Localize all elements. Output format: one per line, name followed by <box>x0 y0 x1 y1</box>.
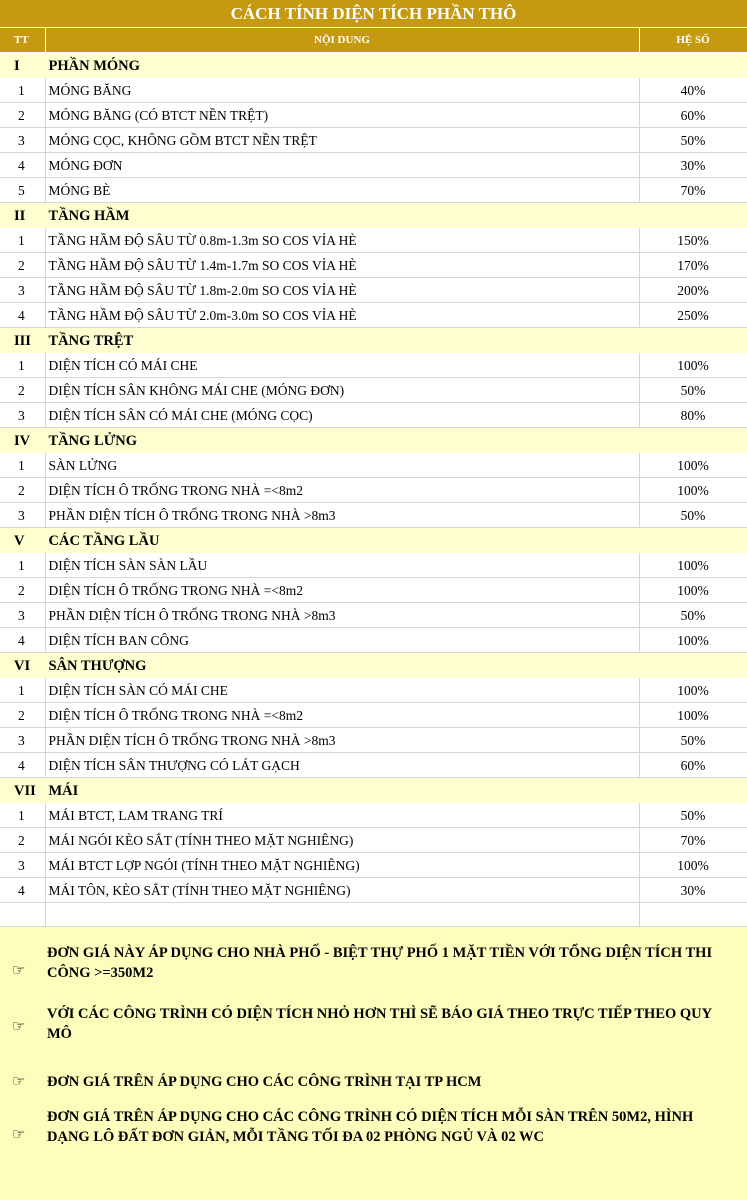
section-row <box>0 527 747 552</box>
row-content: DIỆN TÍCH SÂN KHÔNG MÁI CHE (MÓNG ĐƠN) <box>45 377 639 402</box>
row-coefficient: 50% <box>639 602 747 627</box>
row-number: 4 <box>0 627 45 652</box>
table-row <box>0 577 747 602</box>
row-content: MÁI NGÓI KÈO SẮT (TÍNH THEO MẶT NGHIÊNG) <box>45 827 639 852</box>
empty-cell <box>639 902 747 926</box>
table-row <box>0 352 747 377</box>
section-number: VII <box>0 777 45 802</box>
section-number: IV <box>0 427 45 452</box>
row-coefficient: 30% <box>639 877 747 902</box>
row-coefficient: 100% <box>639 702 747 727</box>
page-title: CÁCH TÍNH DIỆN TÍCH PHẦN THÔ <box>0 0 747 28</box>
empty-cell <box>45 902 639 926</box>
row-coefficient: 50% <box>639 802 747 827</box>
row-number: 2 <box>0 827 45 852</box>
row-content: DIỆN TÍCH SÀN SÀN LẦU <box>45 552 639 577</box>
table-row <box>0 227 747 252</box>
notes-panel <box>0 927 747 1200</box>
section-title: TẦNG TRỆT <box>45 327 639 352</box>
row-content: DIỆN TÍCH SÂN THƯỢNG CÓ LÁT GẠCH <box>45 752 639 777</box>
section-row <box>0 427 747 452</box>
note-text: ĐƠN GIÁ NÀY ÁP DỤNG CHO NHÀ PHỐ - BIỆT THỰ PHỐ 1 MẶT TIỀN VỚI TỔNG DIỆN TÍCH THI CÔNG >=350M2 <box>47 945 713 981</box>
empty-cell <box>0 902 45 926</box>
table-row <box>0 277 747 302</box>
pointing-hand-icon: ☞ <box>12 963 26 979</box>
table-row <box>0 802 747 827</box>
section-row <box>0 777 747 802</box>
section-title: CÁC TẦNG LẦU <box>45 527 639 552</box>
row-coefficient: 150% <box>639 227 747 252</box>
empty-row <box>0 902 747 926</box>
row-content: DIỆN TÍCH SÀN CÓ MÁI CHE <box>45 677 639 702</box>
table-row <box>0 677 747 702</box>
section-number: III <box>0 327 45 352</box>
row-coefficient: 30% <box>639 152 747 177</box>
table-row <box>0 702 747 727</box>
row-content: TẦNG HẦM ĐỘ SÂU TỪ 2.0m-3.0m SO COS VỈA HÈ <box>45 302 639 327</box>
header-content: NỘI DUNG <box>45 28 639 52</box>
table-row <box>0 502 747 527</box>
row-coefficient: 60% <box>639 102 747 127</box>
row-number: 1 <box>0 77 45 102</box>
row-coefficient: 250% <box>639 302 747 327</box>
row-coefficient: 80% <box>639 402 747 427</box>
row-coefficient: 100% <box>639 352 747 377</box>
section-number: I <box>0 52 45 77</box>
row-coefficient: 70% <box>639 827 747 852</box>
section-number: VI <box>0 652 45 677</box>
row-number: 3 <box>0 127 45 152</box>
table-row <box>0 302 747 327</box>
row-number: 1 <box>0 552 45 577</box>
row-number: 2 <box>0 252 45 277</box>
table-header-row <box>0 28 747 52</box>
row-coefficient: 100% <box>639 552 747 577</box>
row-content: DIỆN TÍCH Ô TRỐNG TRONG NHÀ =<8m2 <box>45 702 639 727</box>
row-number: 2 <box>0 577 45 602</box>
row-number: 3 <box>0 502 45 527</box>
row-coefficient: 100% <box>639 677 747 702</box>
table-row <box>0 627 747 652</box>
section-coef-empty <box>639 327 747 352</box>
row-content: MÓNG BĂNG <box>45 77 639 102</box>
table-row <box>0 102 747 127</box>
header-coefficient: HỆ SỐ <box>639 28 747 52</box>
row-content: PHẦN DIỆN TÍCH Ô TRỐNG TRONG NHÀ >8m3 <box>45 502 639 527</box>
row-content: DIỆN TÍCH Ô TRỐNG TRONG NHÀ =<8m2 <box>45 577 639 602</box>
row-number: 2 <box>0 102 45 127</box>
row-number: 2 <box>0 377 45 402</box>
row-number: 1 <box>0 227 45 252</box>
row-content: DIỆN TÍCH CÓ MÁI CHE <box>45 352 639 377</box>
row-content: DIỆN TÍCH BAN CÔNG <box>45 627 639 652</box>
row-number: 3 <box>0 277 45 302</box>
note-text: VỚI CÁC CÔNG TRÌNH CÓ DIỆN TÍCH NHỎ HƠN THÌ SẼ BÁO GIÁ THEO TRỰC TIẾP THEO QUY MÔ <box>47 1006 712 1042</box>
table-body <box>0 52 747 926</box>
row-coefficient: 50% <box>639 502 747 527</box>
table-row <box>0 452 747 477</box>
row-number: 3 <box>0 602 45 627</box>
row-number: 3 <box>0 727 45 752</box>
row-coefficient: 100% <box>639 577 747 602</box>
section-row <box>0 652 747 677</box>
row-content: TẦNG HẦM ĐỘ SÂU TỪ 1.4m-1.7m SO COS VỈA HÈ <box>45 252 639 277</box>
row-coefficient: 100% <box>639 852 747 877</box>
section-coef-empty <box>639 202 747 227</box>
pointing-hand-icon: ☞ <box>12 1074 26 1090</box>
table-row <box>0 752 747 777</box>
row-coefficient: 100% <box>639 452 747 477</box>
row-number: 3 <box>0 852 45 877</box>
row-number: 4 <box>0 877 45 902</box>
table-row <box>0 877 747 902</box>
row-number: 1 <box>0 677 45 702</box>
row-number: 1 <box>0 452 45 477</box>
table-row <box>0 827 747 852</box>
section-title: SÂN THƯỢNG <box>45 652 639 677</box>
row-coefficient: 100% <box>639 477 747 502</box>
row-content: MÓNG ĐƠN <box>45 152 639 177</box>
row-number: 4 <box>0 152 45 177</box>
section-title: PHẦN MÓNG <box>45 52 639 77</box>
table-row <box>0 127 747 152</box>
table-row <box>0 252 747 277</box>
row-content: MÓNG CỌC, KHÔNG GỒM BTCT NỀN TRỆT <box>45 127 639 152</box>
section-number: II <box>0 202 45 227</box>
row-number: 3 <box>0 402 45 427</box>
section-row <box>0 327 747 352</box>
row-coefficient: 100% <box>639 627 747 652</box>
row-coefficient: 70% <box>639 177 747 202</box>
row-content: PHẦN DIỆN TÍCH Ô TRỐNG TRONG NHÀ >8m3 <box>45 727 639 752</box>
row-number: 4 <box>0 752 45 777</box>
section-row <box>0 52 747 77</box>
table-row <box>0 177 747 202</box>
table-row <box>0 602 747 627</box>
header-tt: TT <box>0 28 45 52</box>
section-row <box>0 202 747 227</box>
table-row <box>0 477 747 502</box>
note-text: ĐƠN GIÁ TRÊN ÁP DỤNG CHO CÁC CÔNG TRÌNH CÓ DIỆN TÍCH MỖI SÀN TRÊN 50M2, HÌNH DẠNG LÔ ĐẤT ĐƠN GIẢN, MỖI TẦNG TỐI ĐA 02 PHÒNG NGỦ VÀ 02 WC <box>47 1109 694 1145</box>
row-coefficient: 50% <box>639 127 747 152</box>
section-coef-empty <box>639 777 747 802</box>
row-number: 5 <box>0 177 45 202</box>
row-coefficient: 60% <box>639 752 747 777</box>
row-coefficient: 40% <box>639 77 747 102</box>
row-number: 1 <box>0 352 45 377</box>
section-coef-empty <box>639 52 747 77</box>
section-coef-empty <box>639 652 747 677</box>
section-title: TẦNG HẦM <box>45 202 639 227</box>
row-coefficient: 50% <box>639 377 747 402</box>
row-number: 4 <box>0 302 45 327</box>
row-number: 1 <box>0 802 45 827</box>
row-content: DIỆN TÍCH Ô TRỐNG TRONG NHÀ =<8m2 <box>45 477 639 502</box>
row-coefficient: 170% <box>639 252 747 277</box>
row-coefficient: 50% <box>639 727 747 752</box>
pointing-hand-icon: ☞ <box>12 1019 26 1035</box>
area-coefficient-table <box>0 28 747 927</box>
row-number: 2 <box>0 702 45 727</box>
row-number: 2 <box>0 477 45 502</box>
section-title: TẦNG LỬNG <box>45 427 639 452</box>
row-content: PHẦN DIỆN TÍCH Ô TRỐNG TRONG NHÀ >8m3 <box>45 602 639 627</box>
section-number: V <box>0 527 45 552</box>
table-row <box>0 377 747 402</box>
table-row <box>0 152 747 177</box>
section-coef-empty <box>639 427 747 452</box>
row-content: MÓNG BĂNG (CÓ BTCT NỀN TRỆT) <box>45 102 639 127</box>
section-title: MÁI <box>45 777 639 802</box>
row-content: DIỆN TÍCH SÂN CÓ MÁI CHE (MÓNG CỌC) <box>45 402 639 427</box>
row-content: MÁI BTCT LỢP NGÓI (TÍNH THEO MẶT NGHIÊNG) <box>45 852 639 877</box>
row-content: MÁI BTCT, LAM TRANG TRÍ <box>45 802 639 827</box>
pointing-hand-icon: ☞ <box>12 1127 26 1143</box>
row-content: SÀN LỬNG <box>45 452 639 477</box>
table-row <box>0 727 747 752</box>
row-content: MÁI TÔN, KÈO SẮT (TÍNH THEO MẶT NGHIÊNG) <box>45 877 639 902</box>
table-row <box>0 77 747 102</box>
table-row <box>0 552 747 577</box>
note-text: ĐƠN GIÁ TRÊN ÁP DỤNG CHO CÁC CÔNG TRÌNH TẠI TP HCM <box>47 1074 482 1090</box>
table-row <box>0 852 747 877</box>
table-row <box>0 402 747 427</box>
row-content: TẦNG HẦM ĐỘ SÂU TỪ 0.8m-1.3m SO COS VỈA HÈ <box>45 227 639 252</box>
row-content: TẦNG HẦM ĐỘ SÂU TỪ 1.8m-2.0m SO COS VỈA HÈ <box>45 277 639 302</box>
row-content: MÓNG BÈ <box>45 177 639 202</box>
row-coefficient: 200% <box>639 277 747 302</box>
section-coef-empty <box>639 527 747 552</box>
